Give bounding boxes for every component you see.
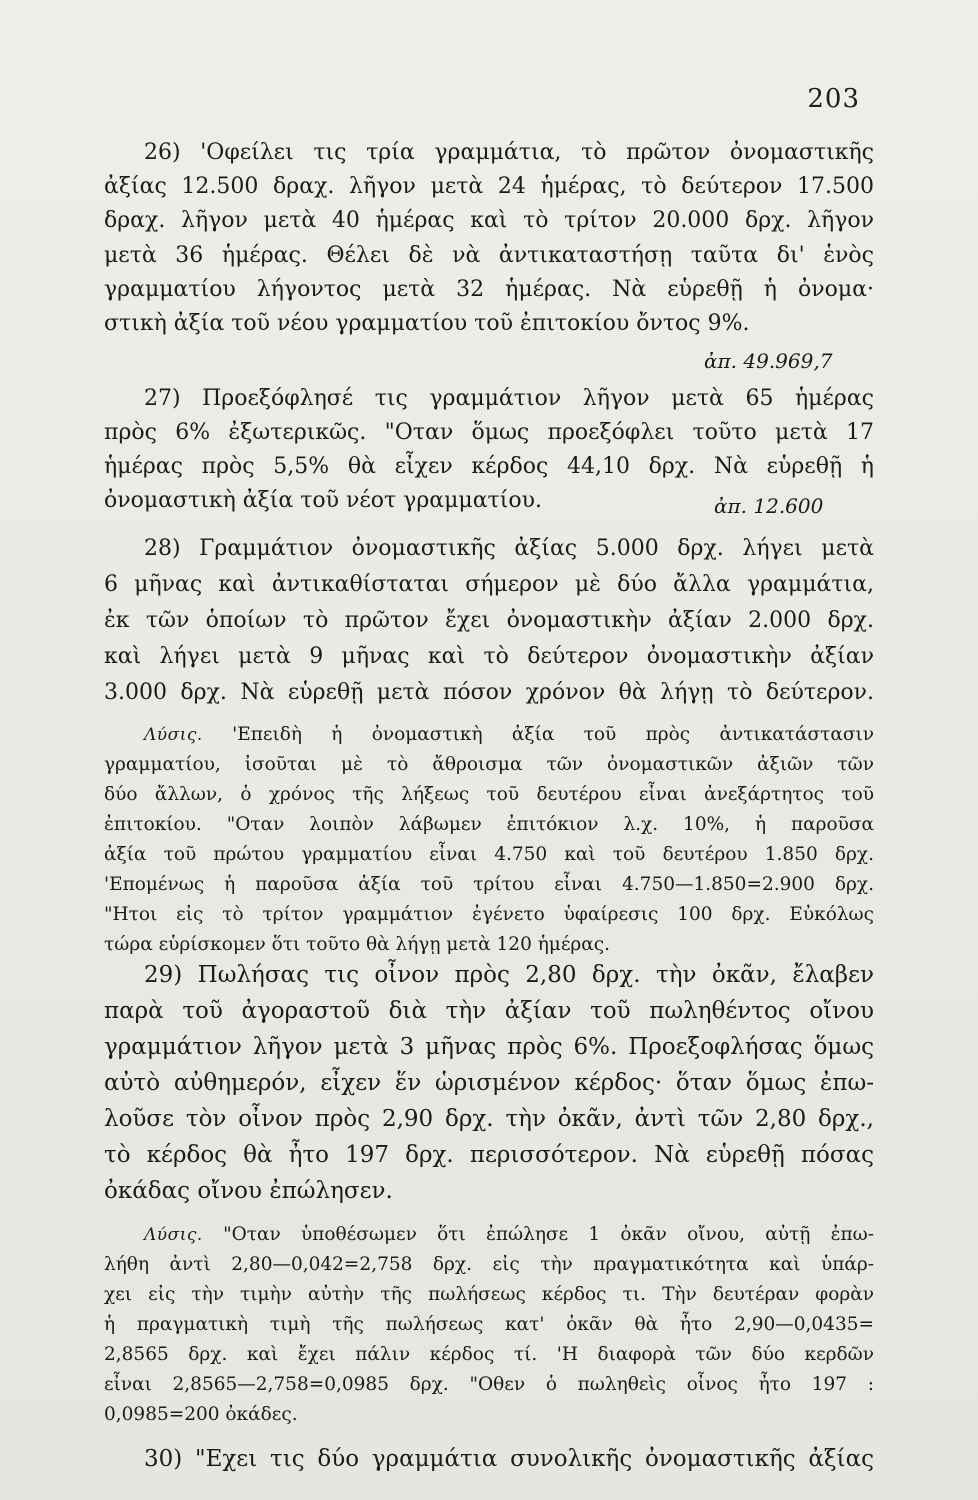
- solution-label: Λύσις.: [144, 725, 203, 745]
- problem-29-line: αὐτὸ αὐθημερόν, εἶχεν ἕν ὡρισμένον κέρδος· ὅταν ὅμως ἐπω-: [104, 1070, 874, 1096]
- page-number: 203: [807, 84, 860, 114]
- problem-26-line: στικὴ ἀξία τοῦ νέου γραμματίου τοῦ ἐπιτοκίου ὄντος 9%.: [104, 311, 750, 336]
- problem-30-line: 30) "Εχει τις δύο γραμμάτια συνολικῆς ὀνομαστικῆς ἀξίας: [144, 1446, 874, 1472]
- solution-text: "Οταν ὑποθέσωμεν ὅτι ἐπώλησε 1 ὀκᾶν οἴνου, αὐτῇ ἐπω-: [223, 1224, 874, 1245]
- problem-28-line: ἐκ τῶν ὁποίων τὸ πρῶτον ἔχει ὀνομαστικὴν ἀξίαν 2.000 δρχ.: [104, 608, 874, 633]
- problem-29-line: τὸ κέρδος θὰ ἦτο 197 δρχ. περισσότερον. Νὰ εὑρεθῇ πόσας: [104, 1142, 874, 1168]
- problem-26-answer: ἀπ. 49.969,7: [704, 349, 833, 373]
- problem-29-line: ὀκάδας οἴνου ἐπώλησεν.: [104, 1178, 393, 1204]
- problem-29-solution-line: λήθη ἀντὶ 2,80—0,042=2,758 δρχ. εἰς τὴν πραγματικότητα καὶ ὑπάρ-: [104, 1254, 874, 1275]
- problem-28-solution-line: ἀξία τοῦ πρώτου γραμματίου εἶναι 4.750 καὶ τοῦ δευτέρου 1.850 δρχ.: [104, 844, 874, 865]
- problem-29-line: παρὰ τοῦ ἀγοραστοῦ διὰ τὴν ἀξίαν τοῦ πωληθέντος οἴνου: [104, 998, 874, 1024]
- problem-28-solution-line: τώρα εὑρίσκομεν ὅτι τοῦτο θὰ λήγῃ μετὰ 120 ἡμέρας.: [104, 934, 611, 955]
- problem-28-line: 3.000 δρχ. Νὰ εὑρεθῇ μετὰ πόσον χρόνον θὰ λήγῃ τὸ δεύτερον.: [104, 680, 874, 705]
- problem-29-solution-line: χει εἰς τὴν τιμὴν αὐτὴν τῆς πωλήσεως κέρδος τι. Τὴν δευτέραν φορὰν: [104, 1284, 874, 1305]
- problem-27-line: ἡμέρας πρὸς 5,5% θὰ εἶχεν κέρδος 44,10 δρχ. Νὰ εὑρεθῇ ἡ: [104, 454, 874, 479]
- solution-label: Λύσις.: [144, 1225, 203, 1245]
- problem-26-line: δραχ. λῆγον μετὰ 40 ἡμέρας καὶ τὸ τρίτον 20.000 δρχ. λῆγον: [104, 208, 874, 233]
- problem-29-line: λοῦσε τὸν οἶνον πρὸς 2,90 δρχ. τὴν ὀκᾶν, ἀντὶ τῶν 2,80 δρχ.,: [104, 1106, 874, 1132]
- solution-text: 'Επειδὴ ἡ ὀνομαστικὴ ἀξία τοῦ πρὸς ἀντικατάστασιν: [232, 724, 874, 745]
- problem-26-line: γραμματίου λήγοντος μετὰ 32 ἡμέρας. Νὰ εὑρεθῇ ἡ ὀνομα·: [104, 277, 874, 302]
- problem-29-solution-line: 2,8565 δρχ. καὶ ἔχει πάλιν κέρδος τί. 'Η διαφορὰ τῶν δύο κερδῶν: [104, 1344, 874, 1365]
- problem-28-solution-line: 'Επομένως ἡ παροῦσα ἀξία τοῦ τρίτου εἶναι 4.750—1.850=2.900 δρχ.: [104, 874, 874, 895]
- problem-29-line: γραμμάτιον λῆγον μετὰ 3 μῆνας πρὸς 6%. Προεξοφλήσας ὅμως: [104, 1034, 874, 1060]
- problem-28-solution-line: "Ητοι εἰς τὸ τρίτον γραμμάτιον ἐγένετο ὑφαίρεσις 100 δρχ. Εὐκόλως: [104, 904, 874, 925]
- problem-27-line: 27) Προεξόφλησέ τις γραμμάτιον λῆγον μετὰ 65 ἡμέρας: [144, 386, 874, 411]
- problem-26-line: ἀξίας 12.500 δραχ. λῆγον μετὰ 24 ἡμέρας, τὸ δεύτερον 17.500: [104, 174, 874, 199]
- problem-29-solution-line: ἡ πραγματικὴ τιμὴ τῆς πωλήσεως κατ' ὀκᾶν θὰ ἦτο 2,90—0,0435=: [104, 1314, 874, 1335]
- problem-27-line: πρὸς 6% ἐξωτερικῶς. "Οταν ὅμως προεξόφλει τοῦτο μετὰ 17: [104, 420, 874, 445]
- problem-27-answer: ἀπ. 12.600: [714, 494, 824, 518]
- problem-28-solution-line: [104, 722, 874, 748]
- problem-28-solution-line: δύο ἄλλων, ὁ χρόνος τῆς λήξεως τοῦ δευτέρου εἶναι ἀνεξάρτητος τοῦ: [104, 784, 874, 805]
- problem-28-solution-line: ἐπιτοκίου. "Οταν λοιπὸν λάβωμεν ἐπιτόκιον λ.χ. 10%, ἡ παροῦσα: [104, 814, 874, 835]
- problem-29-solution-line: 0,0985=200 ὀκάδες.: [104, 1404, 298, 1425]
- problem-26-line: 26) 'Οφείλει τις τρία γραμμάτια, τὸ πρῶτον ὀνομαστικῆς: [144, 140, 874, 165]
- problem-26-line: μετὰ 36 ἡμέρας. Θέλει δὲ νὰ ἀντικαταστήσῃ ταῦτα δι' ἑνὸς: [104, 243, 874, 268]
- problem-29-solution-line: [104, 1222, 874, 1248]
- problem-28-line: καὶ λήγει μετὰ 9 μῆνας καὶ τὸ δεύτερον ὀνομαστικὴν ἀξίαν: [104, 644, 874, 669]
- problem-28-solution-line: γραμματίου, ἰσοῦται μὲ τὸ ἄθροισμα τῶν ὀνομαστικῶν ἀξιῶν τῶν: [104, 754, 874, 775]
- problem-29-solution-line: εἶναι 2,8565—2,758=0,0985 δρχ. "Οθεν ὁ πωληθεὶς οἶνος ἦτο 197 :: [104, 1374, 874, 1395]
- problem-27-line: ὀνομαστικὴ ἀξία τοῦ νέοτ γραμματίου.: [104, 488, 542, 513]
- problem-29-line: 29) Πωλήσας τις οἶνον πρὸς 2,80 δρχ. τὴν ὀκᾶν, ἔλαβεν: [144, 962, 874, 988]
- problem-28-line: 28) Γραμμάτιον ὀνομαστικῆς ἀξίας 5.000 δρχ. λήγει μετὰ: [144, 536, 874, 561]
- problem-28-line: 6 μῆνας καὶ ἀντικαθίσταται σήμερον μὲ δύο ἄλλα γραμμάτια,: [104, 572, 874, 597]
